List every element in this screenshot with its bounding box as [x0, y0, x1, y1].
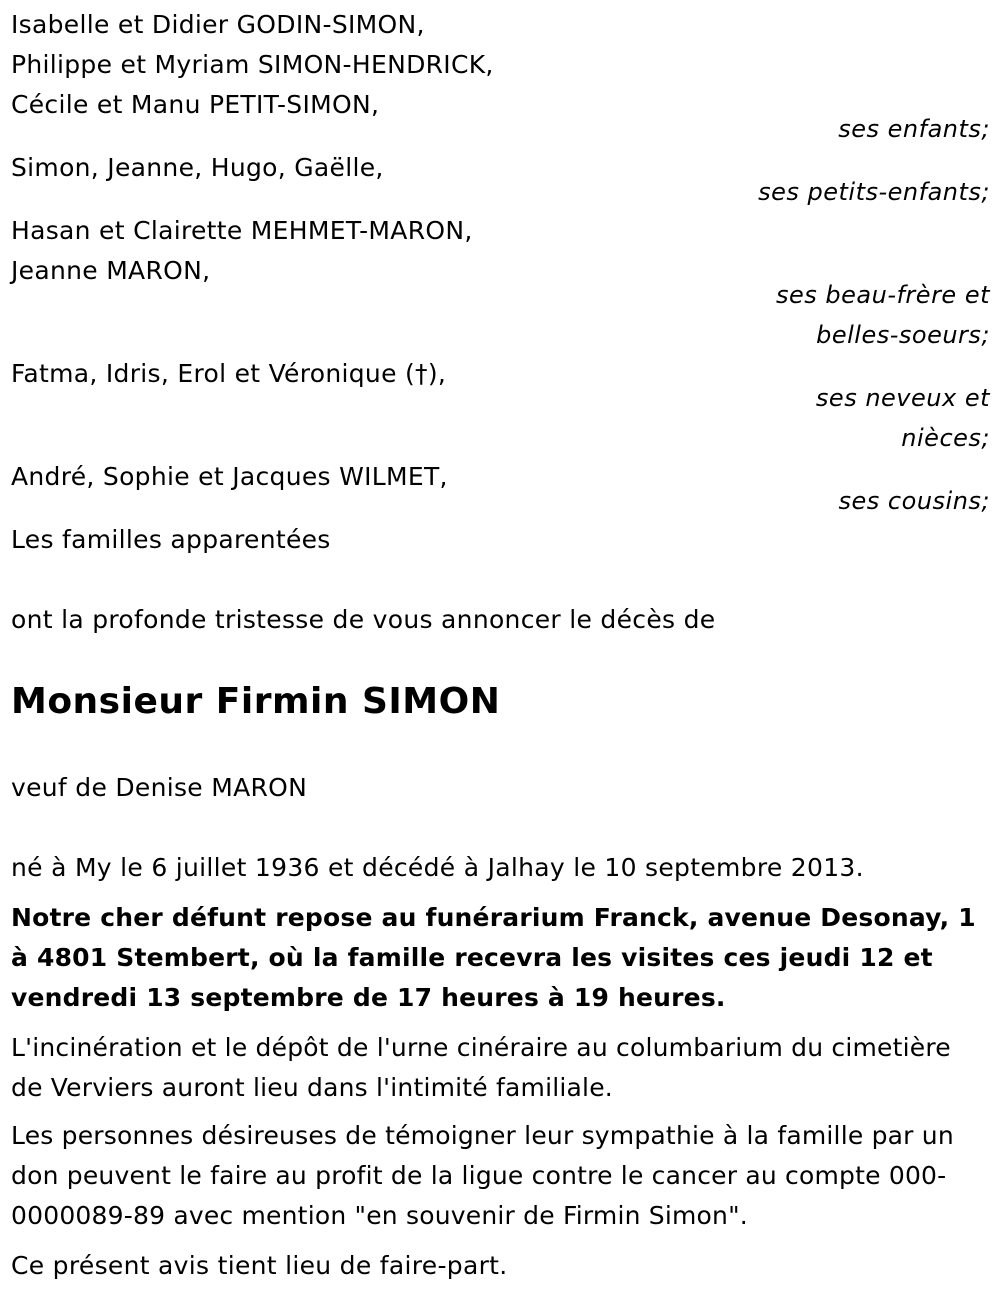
nephews-role-line-1: ses neveux et: [815, 384, 990, 412]
cousins-line: André, Sophie et Jacques WILMET,: [11, 462, 448, 491]
visitation-paragraph: Notre cher défunt repose au funérarium Franck, avenue Desonay, 1 à 4801 Stembert, où la famille recevra les visites ces jeudi 12 et vendredi 13 septembre de 17 heures à 19 heures.: [11, 903, 976, 1012]
children-role: ses enfants;: [838, 115, 990, 143]
grandchildren-line: Simon, Jeanne, Hugo, Gaëlle,: [11, 153, 384, 182]
cousins-role: ses cousins;: [838, 487, 990, 515]
widower-text: veuf de Denise MARON: [11, 773, 308, 802]
child-line-3: Cécile et Manu PETIT-SIMON,: [11, 90, 380, 119]
inlaw-line-1: Hasan et Clairette MEHMET-MARON,: [11, 216, 473, 245]
donation-paragraph: Les personnes désireuses de témoigner leur sympathie à la famille par un don peuvent le faire au profit de la ligue contre le cancer au compte 000-0000089-89 avec mention "en souvenir de Firmin Simon".: [11, 1121, 954, 1230]
birth-death-text: né à My le 6 juillet 1936 et décédé à Jalhay le 10 septembre 2013.: [11, 853, 864, 882]
nephews-line: Fatma, Idris, Erol et Véronique (†),: [11, 359, 447, 388]
relatives-line: Les familles apparentées: [11, 525, 331, 554]
inlaws-role-line-2: belles-soeurs;: [816, 321, 990, 349]
announcement-text: ont la profonde tristesse de vous annoncer le décès de: [11, 605, 716, 634]
nephews-role-line-2: nièces;: [901, 424, 990, 452]
deceased-name: Monsieur Firmin SIMON: [11, 681, 501, 722]
closing-text: Ce présent avis tient lieu de faire-part.: [11, 1251, 508, 1280]
inlaw-line-2: Jeanne MARON,: [11, 256, 211, 285]
grandchildren-role: ses petits-enfants;: [758, 178, 990, 206]
cremation-paragraph: L'incinération et le dépôt de l'urne cinéraire au columbarium du cimetière de Verviers auront lieu dans l'intimité familiale.: [11, 1033, 951, 1102]
child-line-2: Philippe et Myriam SIMON-HENDRICK,: [11, 50, 494, 79]
inlaws-role-line-1: ses beau-frère et: [776, 281, 990, 309]
child-line-1: Isabelle et Didier GODIN-SIMON,: [11, 10, 425, 39]
